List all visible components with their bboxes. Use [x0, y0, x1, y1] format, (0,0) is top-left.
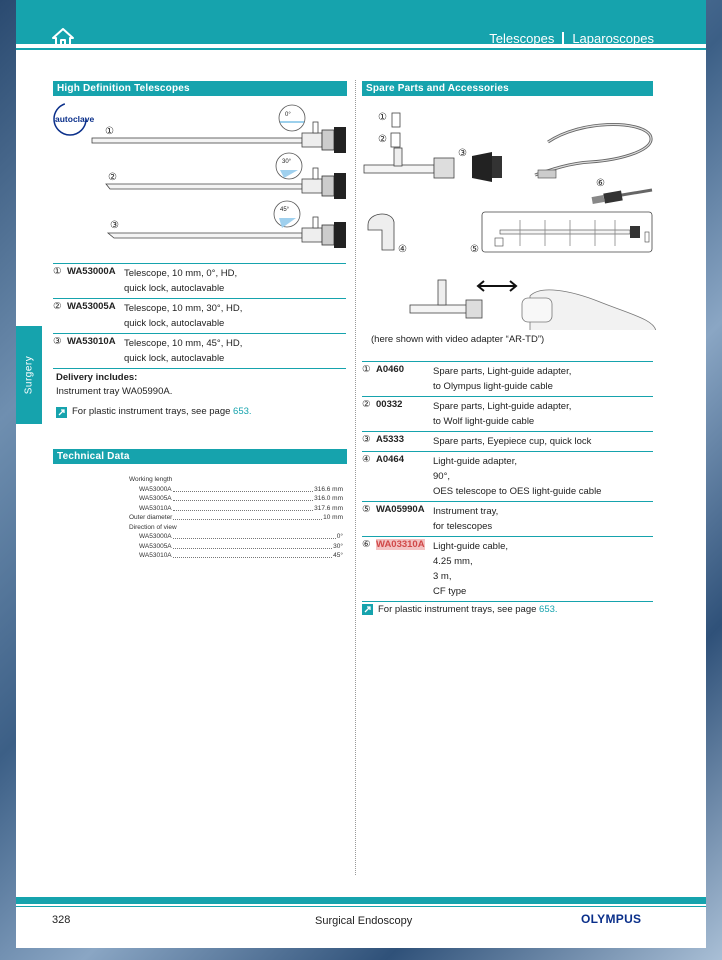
breadcrumb-laparoscopes[interactable]: Laparoscopes [572, 31, 654, 46]
section-title-technical-data: Technical Data [53, 449, 347, 464]
breadcrumb-telescopes[interactable]: Telescopes [489, 31, 555, 46]
angle-30: 30° [282, 159, 292, 165]
product-code: WA05990A [376, 504, 425, 515]
table-row: ③ A5333 Spare parts, Eyepiece cup, quick lock [362, 432, 653, 452]
page-link-653[interactable]: 653. [539, 604, 558, 615]
product-code: WA53000A [67, 266, 116, 277]
svg-text:④: ④ [398, 244, 407, 255]
tech-row: Direction of view [129, 523, 177, 531]
column-divider [355, 80, 356, 875]
image-caption: (here shown with video adapter “AR-TD”) [371, 334, 545, 345]
product-code: A0460 [376, 364, 404, 375]
marker-1: ① [105, 126, 114, 137]
telescope-diagram [50, 100, 350, 255]
page-number: 328 [52, 914, 71, 926]
table-row: ③ WA53010A Telescope, 10 mm, 45°, HD, quick lock, autoclavable [53, 334, 346, 369]
tech-row: Working length [129, 476, 173, 483]
breadcrumb [489, 31, 654, 46]
tech-row: WA53000A 0° [139, 533, 343, 540]
technical-data-list [129, 475, 343, 561]
autoclave-icon [54, 103, 94, 135]
svg-text:③: ③ [458, 148, 467, 159]
svg-text:⑥: ⑥ [596, 178, 605, 189]
product-code: WA53005A [67, 301, 116, 312]
section-title-hd-telescopes: High Definition Telescopes [53, 81, 347, 96]
footer-bar [16, 897, 706, 904]
tech-row: WA53000A 316.6 mm [139, 485, 343, 493]
highlighted-product-code[interactable]: WA03310A [376, 539, 425, 550]
catalog-page [16, 0, 706, 948]
footer-title: Surgical Endoscopy [315, 915, 413, 927]
tech-row: Outer diameter 10 mm [129, 514, 343, 521]
side-tab-label: Surgery [23, 355, 35, 395]
external-link-icon [56, 407, 67, 418]
svg-text:②: ② [378, 134, 387, 145]
table-row: ① A0460 Spare parts, Light-guide adapter, to Olympus light-guide cable [362, 362, 653, 397]
svg-text:⑤: ⑤ [470, 244, 479, 255]
product-code: A0464 [376, 454, 404, 465]
tech-row: WA53005A 30° [139, 542, 343, 550]
marker-3: ③ [110, 220, 119, 231]
table-row: ② WA53005A Telescope, 10 mm, 30°, HD, quick lock, autoclavable [53, 299, 346, 334]
section-title-spare-parts: Spare Parts and Accessories [362, 81, 653, 96]
table-row: ① WA53000A Telescope, 10 mm, 0°, HD, quick lock, autoclavable [53, 264, 346, 299]
external-link-icon [362, 604, 373, 615]
product-code: WA53010A [67, 336, 116, 347]
accessories-diagram [360, 100, 660, 330]
svg-text:①: ① [378, 112, 387, 123]
delivery-heading: Delivery includes: [56, 372, 138, 383]
product-code: A5333 [376, 434, 404, 445]
marker-2: ② [108, 172, 117, 183]
side-tab-surgery[interactable] [16, 326, 42, 424]
product-code: 00332 [376, 399, 403, 410]
cross-reference: For plastic instrument trays, see page 653. [56, 405, 252, 419]
delivery-info [56, 371, 252, 419]
table-row: ② 00332 Spare parts, Light-guide adapter, to Wolf light-guide cable [362, 397, 653, 432]
brand-logo: OLYMPUS [581, 912, 642, 926]
table-row: ④ A0464 Light-guide adapter, 90°, OES telescope to OES light-guide cable [362, 452, 653, 502]
angle-0: 0° [285, 112, 291, 118]
table-row: ⑤ WA05990A Instrument tray, for telescopes [362, 502, 653, 537]
page-link-653[interactable]: 653. [233, 406, 252, 417]
autoclave-label: autoclave [55, 114, 95, 124]
cross-reference-right: For plastic instrument trays, see page 653. [362, 604, 558, 615]
tech-row: WA53010A 317.6 mm [139, 504, 343, 512]
tech-row: WA53005A 316.0 mm [139, 495, 343, 502]
footer-rule [16, 906, 706, 907]
angle-45: 45° [280, 207, 290, 213]
home-icon[interactable] [52, 28, 74, 46]
accessories-list [362, 361, 653, 602]
delivery-text: Instrument tray WA05990A. [56, 386, 173, 397]
breadcrumb-separator [562, 32, 564, 46]
header-bar [16, 0, 706, 48]
tech-row: WA53010A 45° [139, 552, 343, 559]
table-row: ⑥ WA03310A Light-guide cable, 4.25 mm, 3 m, CF type [362, 537, 653, 602]
telescope-list [53, 263, 346, 369]
